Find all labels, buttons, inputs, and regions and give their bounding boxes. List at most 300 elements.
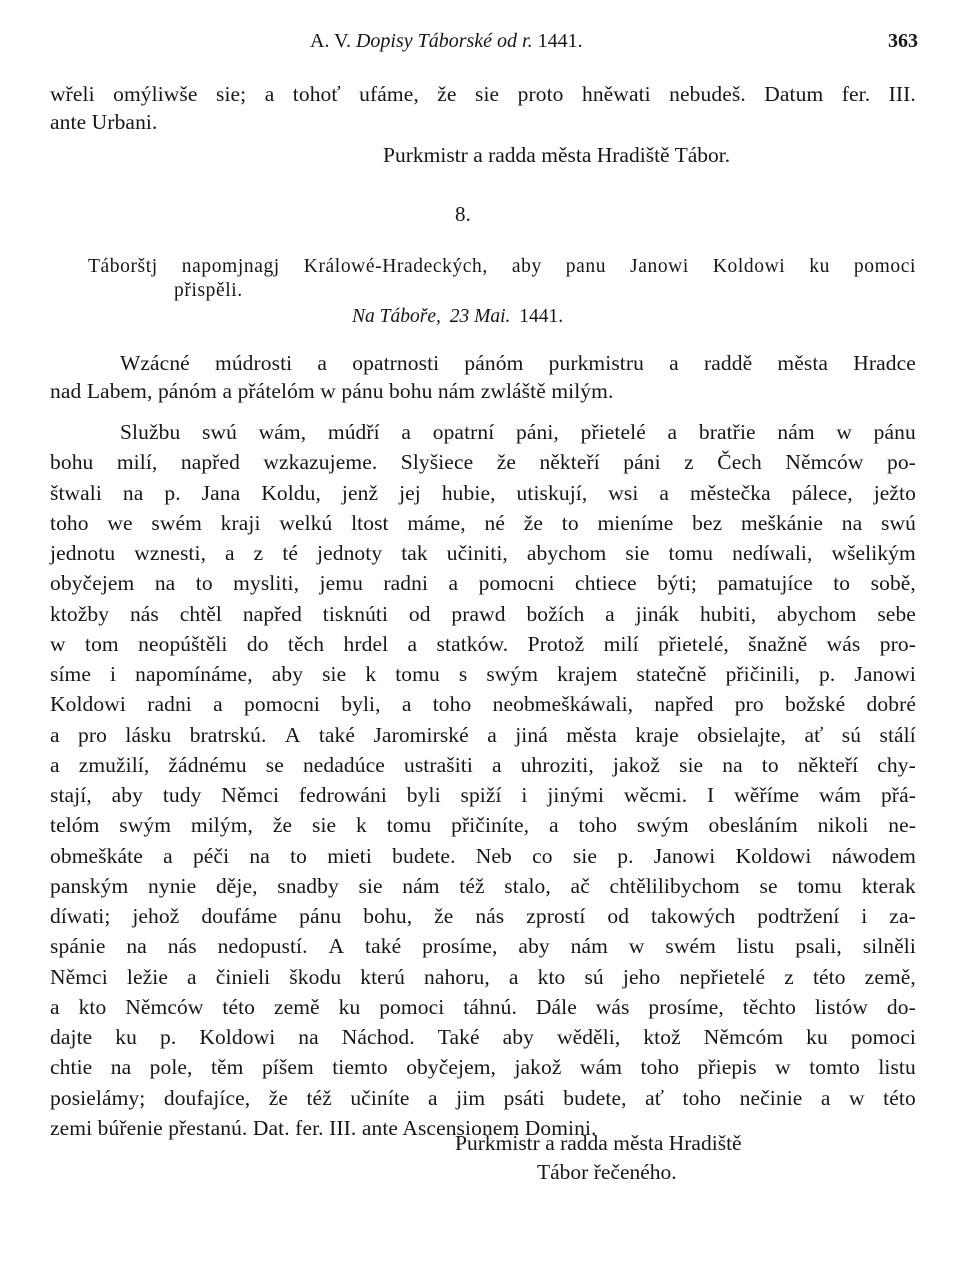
word: sie bbox=[311, 813, 337, 838]
word: píšem bbox=[261, 1055, 314, 1080]
word: I bbox=[707, 783, 715, 807]
word: swým bbox=[636, 813, 689, 838]
word: sie bbox=[358, 873, 383, 898]
word: purkmistru bbox=[548, 351, 644, 375]
word: Jana bbox=[201, 480, 241, 505]
word: abychom bbox=[777, 601, 857, 626]
word: a bbox=[163, 843, 173, 868]
address-line-1 bbox=[120, 349, 916, 377]
word: to bbox=[561, 510, 579, 535]
body-line bbox=[50, 902, 916, 930]
word: Janowi bbox=[630, 256, 689, 277]
document-number: 8. bbox=[455, 202, 471, 226]
word: Také bbox=[437, 1025, 480, 1049]
word: kraji bbox=[220, 510, 261, 535]
word: přiepis bbox=[697, 1055, 757, 1080]
word: tudy bbox=[162, 783, 202, 807]
word: také bbox=[365, 934, 402, 959]
word: bohu, bbox=[363, 904, 413, 928]
word: p. bbox=[164, 480, 181, 505]
word: napřed bbox=[242, 601, 302, 626]
word: abychom bbox=[526, 541, 607, 565]
body-line bbox=[50, 932, 916, 960]
word: sú bbox=[841, 722, 862, 747]
word: nedadúce bbox=[302, 752, 385, 777]
word: radni bbox=[147, 692, 192, 717]
word: a bbox=[225, 541, 235, 565]
word: doufajíce, bbox=[163, 1085, 251, 1110]
word: napřed bbox=[654, 692, 714, 717]
word: wám bbox=[579, 1055, 623, 1080]
word: Náchod. bbox=[341, 1025, 415, 1049]
word: toho bbox=[432, 692, 472, 717]
date-year: 1441. bbox=[519, 306, 564, 327]
word: tisknúti bbox=[322, 601, 389, 626]
word: a bbox=[428, 1085, 438, 1110]
word: podtržení bbox=[757, 904, 840, 928]
word: chtěl bbox=[179, 601, 223, 626]
body-line bbox=[50, 872, 916, 900]
address-line-2: nad Labem, pánóm a přátelóm w pánu bohu nám zwláště milým. bbox=[50, 379, 614, 403]
word: ku bbox=[115, 1025, 137, 1049]
word: aby bbox=[511, 256, 542, 277]
word: pro bbox=[734, 692, 764, 717]
word: milí bbox=[603, 631, 639, 656]
word: jednotu bbox=[50, 541, 116, 565]
word: sobě, bbox=[870, 571, 916, 596]
word: máme, bbox=[407, 510, 466, 535]
signature-line-1: Purkmistr a radda města Hradiště bbox=[455, 1131, 742, 1155]
document-summary-line-2: přispěli. bbox=[174, 280, 243, 301]
body-line: zemi búřenie přestanú. Dat. fer. III. ante Ascensionem Domini. bbox=[50, 1115, 597, 1140]
word: na bbox=[841, 510, 863, 535]
word: wás bbox=[826, 631, 861, 656]
word: děje, bbox=[215, 873, 258, 898]
word: s bbox=[458, 662, 468, 686]
word: bohu bbox=[50, 450, 94, 475]
word: stají, bbox=[50, 783, 92, 807]
running-head-year: 1441. bbox=[537, 30, 583, 52]
word: wám, bbox=[258, 420, 307, 444]
word: za- bbox=[889, 904, 916, 928]
word: ktožby bbox=[50, 601, 110, 626]
word: nahoru, bbox=[424, 964, 490, 989]
word: wsi bbox=[608, 480, 639, 505]
word: toho bbox=[578, 813, 618, 838]
word: w bbox=[849, 1085, 865, 1110]
word: z bbox=[784, 964, 794, 989]
word: psáti bbox=[503, 1085, 545, 1110]
word: jakož bbox=[514, 1055, 562, 1080]
word: opatrnosti bbox=[352, 351, 440, 375]
word: na bbox=[298, 1025, 319, 1049]
word: napomjnagj bbox=[181, 256, 280, 277]
word: tom bbox=[85, 631, 119, 656]
word: ač bbox=[570, 873, 590, 898]
word: psali, bbox=[795, 934, 842, 959]
word: ktož bbox=[643, 1025, 681, 1049]
word: nám bbox=[777, 420, 815, 444]
word: toho bbox=[682, 1085, 722, 1110]
word: na bbox=[154, 571, 176, 596]
word: nebudeš. bbox=[669, 82, 746, 106]
word: mieníme bbox=[597, 510, 674, 535]
word: Janowi bbox=[854, 662, 916, 686]
word: že bbox=[434, 904, 454, 928]
word: toho bbox=[640, 1055, 680, 1080]
word: a bbox=[605, 601, 615, 626]
word: w bbox=[836, 420, 852, 444]
word: z bbox=[684, 450, 694, 475]
word: lásku bbox=[125, 722, 172, 747]
word: učiniti, bbox=[446, 541, 508, 565]
word: statków. bbox=[436, 631, 509, 656]
word: swým bbox=[119, 813, 172, 838]
word: wznesti, bbox=[134, 541, 207, 565]
word: obesláním bbox=[708, 813, 798, 838]
word: ufáme, bbox=[359, 82, 419, 106]
word: štwali bbox=[50, 480, 102, 505]
date-place: Na Táboře, bbox=[352, 306, 441, 327]
word: jinák bbox=[635, 601, 680, 626]
body-line bbox=[50, 509, 916, 537]
word: na bbox=[722, 752, 743, 777]
word: Táborštj bbox=[88, 256, 158, 277]
word: na bbox=[122, 480, 144, 505]
word: jej bbox=[399, 480, 421, 505]
word: doufáme bbox=[201, 904, 278, 928]
word: sie bbox=[625, 541, 650, 565]
word: fer. bbox=[841, 82, 871, 106]
word: nečinie bbox=[739, 1085, 803, 1110]
word: božích bbox=[526, 601, 585, 626]
word: múdrosti bbox=[215, 351, 293, 375]
word: i bbox=[521, 783, 528, 807]
date-day: 23 Mai. bbox=[449, 306, 511, 327]
word: Jaromirské bbox=[373, 722, 469, 747]
word: pro bbox=[78, 722, 108, 747]
word: činieli bbox=[215, 964, 271, 989]
word: swú bbox=[202, 420, 237, 444]
word: kterak bbox=[861, 873, 916, 898]
word: napřed bbox=[180, 450, 240, 475]
word: ne- bbox=[888, 813, 916, 838]
word: díwati; bbox=[50, 904, 111, 928]
word: takowých bbox=[650, 904, 736, 928]
word: krajem bbox=[557, 662, 618, 686]
word: pamatujíce bbox=[717, 571, 813, 596]
word: i bbox=[110, 662, 117, 686]
word: wšelikým bbox=[831, 541, 916, 565]
word: toho bbox=[50, 510, 89, 535]
word: po- bbox=[886, 450, 916, 475]
word: spánie bbox=[50, 934, 106, 959]
word: jeho bbox=[622, 964, 661, 989]
word: A bbox=[284, 722, 301, 747]
word: ať bbox=[804, 722, 824, 747]
body-line bbox=[50, 479, 916, 507]
word: III. bbox=[888, 82, 916, 106]
word: že bbox=[272, 813, 293, 838]
word: tomto bbox=[809, 1055, 860, 1080]
word: ježto bbox=[873, 480, 916, 505]
word: prosíme, bbox=[648, 994, 724, 1019]
word: we bbox=[107, 510, 133, 535]
word: náwodem bbox=[831, 843, 916, 868]
word: tak bbox=[401, 541, 428, 565]
word: milí, bbox=[116, 450, 158, 475]
word: božské bbox=[784, 692, 846, 717]
word: přá- bbox=[880, 783, 916, 807]
word: a bbox=[213, 692, 223, 717]
word: Němci bbox=[50, 964, 108, 989]
word: hubiti, bbox=[699, 601, 757, 626]
word: chy- bbox=[877, 752, 916, 777]
word: wás bbox=[595, 994, 630, 1019]
running-head bbox=[310, 28, 583, 54]
word: wřeli bbox=[50, 82, 95, 106]
word: tomu bbox=[668, 541, 714, 565]
word: kto bbox=[537, 964, 566, 989]
body-line bbox=[50, 630, 916, 658]
word: nás bbox=[475, 904, 505, 928]
word: ku bbox=[338, 994, 361, 1019]
word: Němców bbox=[785, 450, 864, 475]
body-line bbox=[50, 660, 916, 688]
word: budete, bbox=[563, 1085, 627, 1110]
body-line bbox=[50, 448, 916, 476]
word: sie bbox=[679, 752, 704, 777]
word: Koldowi bbox=[735, 843, 812, 868]
page-number: 363 bbox=[888, 30, 918, 52]
word: a bbox=[487, 722, 497, 747]
word: radni bbox=[383, 571, 429, 596]
word: žádnému bbox=[168, 752, 247, 777]
running-head-prefix: A. V. bbox=[310, 30, 351, 52]
word: hrdel bbox=[343, 631, 389, 656]
word: nás bbox=[167, 934, 197, 959]
body-line bbox=[50, 1084, 916, 1112]
word: obyčejem, bbox=[406, 1055, 497, 1080]
word: w bbox=[775, 1055, 791, 1080]
word: země, bbox=[864, 964, 916, 989]
word: těch bbox=[287, 631, 325, 656]
word: a bbox=[264, 82, 275, 106]
word: města bbox=[566, 722, 617, 747]
word: pomocni bbox=[478, 571, 555, 596]
word: spiží bbox=[460, 783, 502, 807]
word: swú bbox=[880, 510, 916, 535]
word: že bbox=[496, 450, 516, 475]
word: byli, bbox=[341, 692, 381, 717]
word: šnažně bbox=[748, 631, 808, 656]
word: tiemto bbox=[332, 1055, 388, 1080]
word: Koldowi bbox=[50, 692, 126, 717]
word: od bbox=[607, 904, 630, 928]
body-line bbox=[50, 600, 916, 628]
word: jehož bbox=[132, 904, 180, 928]
word: to bbox=[290, 843, 308, 868]
word: sie bbox=[322, 662, 347, 686]
word: pánóm bbox=[464, 351, 524, 375]
word: pomocni bbox=[244, 692, 320, 717]
word: jemu bbox=[319, 571, 363, 596]
word: mysliti, bbox=[233, 571, 300, 596]
word: nikoli bbox=[817, 813, 869, 838]
word: zprostí bbox=[526, 904, 586, 928]
word: kterú bbox=[360, 964, 405, 989]
word: městečka bbox=[690, 480, 771, 505]
word: swém bbox=[151, 510, 202, 535]
word: fedrowáni bbox=[298, 783, 387, 807]
word: kraje bbox=[635, 722, 679, 747]
word: Králowé-Hradeckých, bbox=[303, 256, 488, 277]
word: wěděli, bbox=[556, 1025, 621, 1049]
document-dateline bbox=[352, 304, 563, 330]
body-line bbox=[50, 811, 916, 839]
word: k bbox=[356, 813, 367, 838]
word: bratrskú. bbox=[189, 722, 267, 747]
word: a bbox=[407, 631, 418, 656]
word: posielámy; bbox=[50, 1085, 146, 1110]
word: aby bbox=[271, 662, 304, 686]
word: wám bbox=[819, 783, 862, 807]
previous-letter-signature: Purkmistr a radda města Hradiště Tábor. bbox=[383, 143, 731, 167]
word: a bbox=[401, 692, 412, 717]
word: od bbox=[408, 601, 431, 626]
word: snadby bbox=[277, 873, 339, 898]
word: ku bbox=[806, 1025, 828, 1049]
word: země bbox=[273, 994, 320, 1019]
word: a bbox=[50, 752, 60, 777]
word: sie bbox=[475, 82, 500, 106]
word: a bbox=[448, 571, 459, 596]
word: obyčejem bbox=[50, 571, 135, 596]
word: stálí bbox=[879, 722, 916, 747]
word: jakož bbox=[612, 752, 660, 777]
word: jenž bbox=[341, 480, 379, 505]
word: též bbox=[306, 1085, 332, 1110]
body-line bbox=[50, 1053, 916, 1081]
word: budete. bbox=[392, 843, 456, 868]
body-line bbox=[50, 539, 916, 567]
word: tohoť bbox=[292, 82, 341, 106]
word: bratřie bbox=[698, 420, 756, 444]
word: páni bbox=[623, 450, 661, 475]
word: pomoci bbox=[853, 256, 916, 277]
word: a bbox=[508, 964, 519, 989]
word: sie bbox=[572, 843, 598, 868]
word: wěcmi. bbox=[623, 783, 688, 807]
word: přičinili, bbox=[725, 662, 801, 686]
word: někteří bbox=[539, 450, 600, 475]
running-head-title: Dopisy Táborské od r. bbox=[355, 30, 533, 52]
word: to bbox=[195, 571, 213, 596]
word: té bbox=[282, 541, 299, 565]
word: tomu bbox=[797, 873, 842, 898]
word: pánu bbox=[299, 904, 342, 928]
word: pomoci bbox=[850, 1025, 916, 1049]
word: kto bbox=[78, 994, 107, 1019]
word: a bbox=[492, 752, 502, 777]
word: Čech bbox=[717, 450, 762, 475]
word: škodu bbox=[289, 964, 342, 989]
word: péči bbox=[192, 843, 230, 868]
word: Dále bbox=[535, 994, 577, 1019]
word: jednoty bbox=[317, 541, 383, 565]
word: Janowi bbox=[653, 843, 716, 868]
word: omýliwše bbox=[113, 82, 198, 106]
word: silněli bbox=[862, 934, 916, 959]
word: a bbox=[667, 420, 678, 444]
word: Koldowi bbox=[712, 256, 786, 277]
word: proto bbox=[517, 82, 564, 106]
word: do bbox=[246, 631, 269, 656]
body-line bbox=[50, 781, 916, 809]
word: hněwati bbox=[581, 82, 651, 106]
word: welkú bbox=[279, 510, 333, 535]
word: ať bbox=[645, 1085, 665, 1110]
word: Němci bbox=[221, 783, 280, 807]
word: přičiníte, bbox=[451, 813, 530, 838]
word: listu bbox=[736, 934, 775, 959]
word: hubie, bbox=[441, 480, 496, 505]
word: těm bbox=[210, 1055, 244, 1080]
word: učiníte bbox=[350, 1085, 410, 1110]
word: statečně bbox=[636, 662, 707, 686]
word: že bbox=[268, 1085, 288, 1110]
word: prawd bbox=[451, 601, 506, 626]
word: a bbox=[187, 964, 197, 989]
word: a bbox=[659, 480, 670, 505]
word: Němców bbox=[125, 994, 204, 1019]
word: pomoci bbox=[379, 994, 445, 1019]
word: k bbox=[365, 662, 377, 686]
word: p. bbox=[819, 662, 836, 686]
word: jinými bbox=[547, 783, 605, 807]
word: swým bbox=[486, 662, 539, 686]
word: listu bbox=[878, 1055, 916, 1080]
word: na bbox=[110, 1055, 132, 1080]
word: Hradce bbox=[853, 351, 916, 375]
word: sebe bbox=[877, 601, 916, 626]
word: Wzácné bbox=[120, 351, 190, 375]
word: na bbox=[126, 934, 147, 959]
word: Slyšiece bbox=[400, 450, 474, 475]
word: Němcóm bbox=[703, 1025, 784, 1049]
word: ustrašiti bbox=[403, 752, 473, 777]
word: sú bbox=[584, 964, 604, 989]
word: nynie bbox=[148, 873, 197, 898]
word: p. bbox=[617, 843, 634, 868]
word: těchto bbox=[742, 994, 796, 1019]
body-line bbox=[120, 418, 916, 446]
word: tomu bbox=[395, 662, 440, 686]
word: wěříme bbox=[734, 783, 800, 807]
word: napomínáme, bbox=[135, 662, 253, 686]
word: obsielajte, bbox=[697, 722, 787, 747]
word: utiskují, bbox=[516, 480, 588, 505]
word: dobré bbox=[866, 692, 916, 717]
word: chtělilibychom bbox=[609, 873, 740, 898]
word: chtie bbox=[50, 1055, 93, 1080]
word: obmeškáte bbox=[50, 843, 143, 868]
word: w bbox=[628, 934, 645, 959]
word: panským bbox=[50, 873, 129, 898]
word: přietelé, bbox=[658, 631, 729, 656]
body-line bbox=[50, 993, 916, 1021]
word: ltost bbox=[351, 510, 389, 535]
